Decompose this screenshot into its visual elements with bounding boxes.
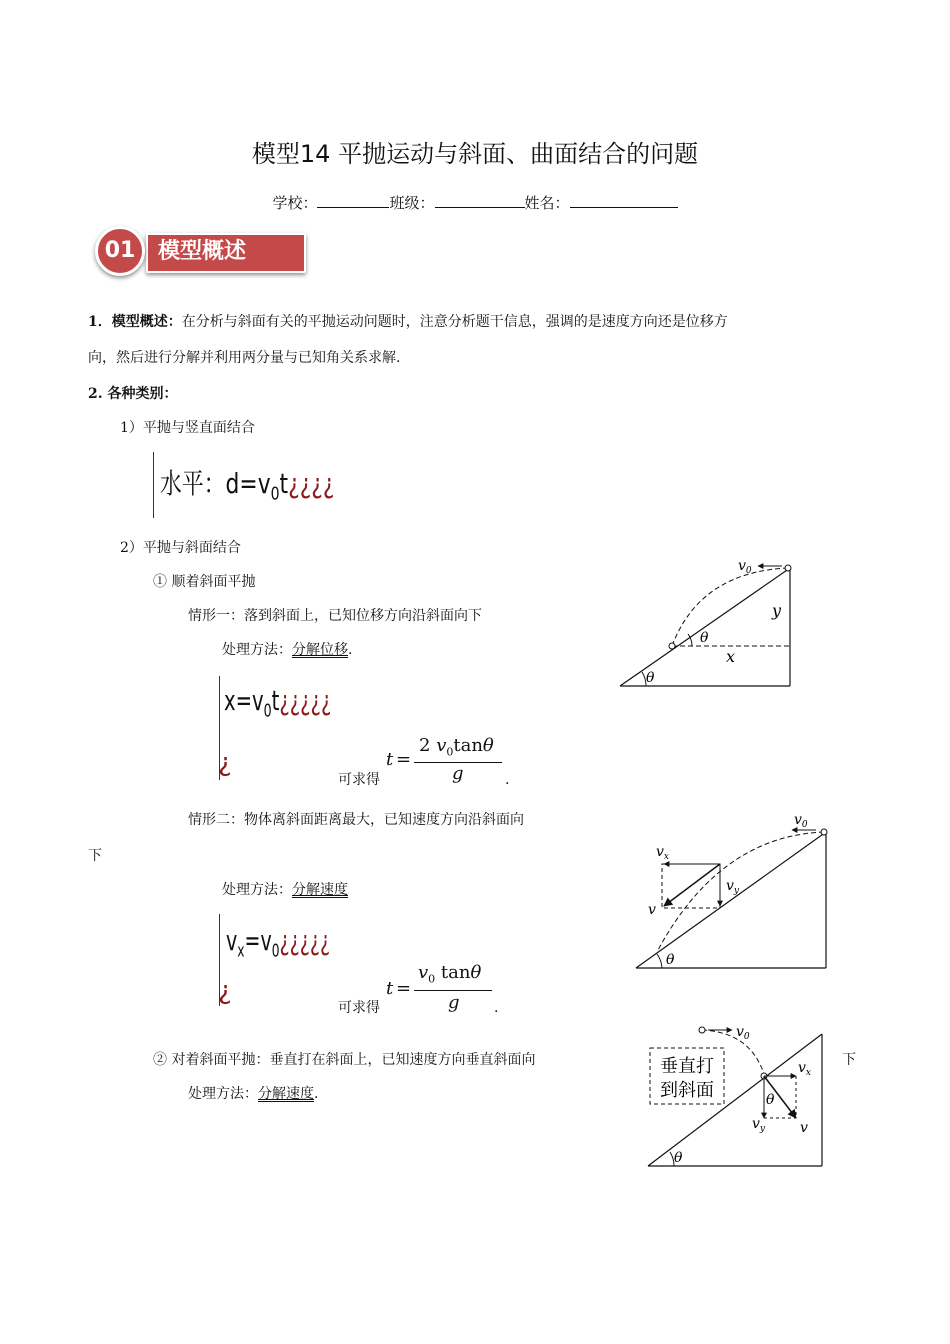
- name-label: 姓名：: [524, 194, 570, 212]
- name-blank[interactable]: [570, 193, 678, 208]
- case-1-glyphs: ¿¿¿¿¿: [279, 684, 332, 717]
- case-2-num-sub: 0: [428, 972, 436, 986]
- case-2-method-value: 分解速度: [292, 882, 348, 898]
- fig1-ball: [785, 565, 791, 571]
- fig3-box-line-2: 到斜面: [660, 1080, 714, 1101]
- formula-eq: d=v: [225, 467, 271, 500]
- fig3-theta: θ: [766, 1092, 775, 1108]
- case-1-result-t: t: [386, 749, 394, 770]
- case-2-result-t: t: [386, 978, 394, 999]
- case-1-num-v: v: [436, 735, 447, 756]
- case-1-eq: x=v: [224, 684, 264, 717]
- case-2-eq: =v: [244, 924, 272, 957]
- case-2-result-eq: =: [396, 978, 412, 999]
- case-1-method-value: 分解位移: [292, 642, 348, 658]
- case-2-end: .: [494, 1000, 499, 1016]
- formula-t: t: [279, 467, 289, 500]
- case-1-den: g: [452, 763, 464, 784]
- fig2-vy-label: $v_y$: [726, 878, 740, 896]
- class-label: 班级：: [389, 194, 435, 212]
- case-2-num: [418, 962, 481, 986]
- fig3-ball: [699, 1027, 705, 1033]
- case-1-desc: 情形一：落到斜面上，已知位移方向沿斜面向下: [188, 608, 482, 624]
- formula-horizontal: [160, 462, 335, 505]
- section-number-badge: 01: [95, 226, 145, 276]
- case-3-method-label: 处理方法：: [188, 1086, 258, 1102]
- fig2-vx-label: $v_x$: [656, 844, 669, 862]
- overview-text-2: 向，然后进行分解并利用两分量与已知角关系求解.: [88, 350, 401, 366]
- case-1-result-eq: =: [396, 749, 412, 770]
- formula-glyphs: ¿¿¿¿: [288, 467, 335, 500]
- type-1-heading: 1）平抛与竖直面结合: [120, 420, 255, 436]
- case-2-wrap: 下: [88, 848, 102, 864]
- overview-text-1: 在分析与斜面有关的平抛运动问题时，注意分析题干信息，强调的是速度方向还是位移方: [181, 314, 728, 330]
- case-along-slope-heading: ① 顺着斜面平抛: [153, 574, 256, 590]
- case-2-glyphs: ¿¿¿¿¿: [279, 924, 331, 957]
- case-1-t: t: [271, 684, 280, 717]
- figure-perpendicular-impact: [640, 1018, 830, 1170]
- case-2-formula: [226, 924, 330, 962]
- case-2-desc: 情形二：物体离斜面距离最大，已知速度方向沿斜面向: [188, 812, 524, 828]
- fig1-slope: [620, 568, 790, 686]
- case-1-formula: [224, 684, 331, 722]
- case-against-slope-heading: ② 对着斜面平抛：垂直打在斜面上，已知速度方向垂直斜面向: [153, 1052, 536, 1068]
- fig1-landing: [669, 643, 675, 649]
- formula-word: 水平：: [160, 467, 226, 500]
- page-title: 模型14 平抛运动与斜面、曲面结合的问题: [251, 140, 699, 168]
- case-2-num-tan: tan: [440, 962, 471, 983]
- types-label: 2. 各种类别：: [88, 386, 178, 402]
- fig2-base-arc: [657, 954, 662, 968]
- figure-displacement: [610, 552, 810, 692]
- fig1-v0-label: $v_0$: [738, 558, 752, 576]
- case-2-method-label: 处理方法：: [222, 882, 292, 898]
- case-1-result-formula: [386, 735, 506, 785]
- case-1-end: .: [505, 772, 510, 788]
- fig1-base-theta: θ: [646, 670, 655, 686]
- case-2-num-v: v: [418, 962, 429, 983]
- formula-brace: [153, 452, 158, 518]
- case-2-result-formula: [386, 962, 496, 1012]
- case-2-v: v: [226, 924, 238, 957]
- class-blank[interactable]: [435, 193, 525, 208]
- section-title-banner: 模型概述: [146, 233, 306, 273]
- overview-paragraph: [88, 312, 728, 332]
- fig3-v0-label: $v_0$: [736, 1024, 750, 1042]
- case-3-method: [188, 1084, 318, 1104]
- fig2-v-label: v: [648, 902, 656, 918]
- fig2-v0-label: $v_0$: [794, 812, 808, 830]
- case-1-sub: 0: [263, 700, 272, 722]
- figure-velocity-max-distance: [630, 808, 835, 974]
- case-2-result-label: 可求得: [338, 1000, 380, 1016]
- case-3-period: .: [314, 1086, 319, 1102]
- formula-sub: 0: [270, 483, 280, 505]
- overview-label: 1．模型概述：: [88, 314, 182, 330]
- case-1-method-label: 处理方法：: [222, 642, 292, 658]
- fig1-trajectory: [672, 568, 788, 646]
- case-2-den: g: [448, 992, 460, 1013]
- case-1-period: .: [348, 642, 353, 658]
- case-2-fraction-bar: [414, 990, 492, 991]
- type-2-heading: 2）平抛与斜面结合: [120, 540, 241, 556]
- school-blank[interactable]: [317, 193, 389, 208]
- case-1-method: [222, 640, 352, 660]
- case-3-method-value: 分解速度: [258, 1086, 314, 1102]
- case-1-glyph-2: ¿: [218, 748, 232, 778]
- fig3-v-label: v: [800, 1120, 808, 1136]
- fig3-base-theta: θ: [674, 1150, 683, 1166]
- fig1-theta: θ: [700, 630, 709, 646]
- student-info-line: [0, 192, 950, 213]
- case-2-glyph-2: ¿: [218, 976, 232, 1006]
- case-2-num-theta: θ: [470, 962, 482, 983]
- case-against-slope-wrap: 下: [842, 1052, 856, 1068]
- case-2-method: [222, 880, 348, 900]
- fig3-vy-label: $v_y$: [752, 1116, 766, 1134]
- fig1-x-label: x: [726, 647, 736, 666]
- fig3-vx-label: $v_x$: [798, 1060, 811, 1078]
- case-1-num-tan: tan: [453, 735, 483, 756]
- fig2-base-theta: θ: [666, 952, 675, 968]
- case-2-x: x: [237, 940, 245, 962]
- case-2-sub: 0: [271, 940, 280, 962]
- fig2-ball: [821, 829, 827, 835]
- case-1-num-theta: θ: [482, 735, 494, 756]
- case-1-result-label: 可求得: [338, 772, 380, 788]
- school-label: 学校：: [272, 194, 318, 212]
- fig3-box-line-1: 垂直打: [660, 1056, 714, 1077]
- case-1-num-2: 2: [419, 735, 431, 756]
- fig1-y-label: y: [772, 601, 782, 620]
- case-1-num-sub: 0: [446, 745, 454, 759]
- case-1-num: [419, 735, 494, 759]
